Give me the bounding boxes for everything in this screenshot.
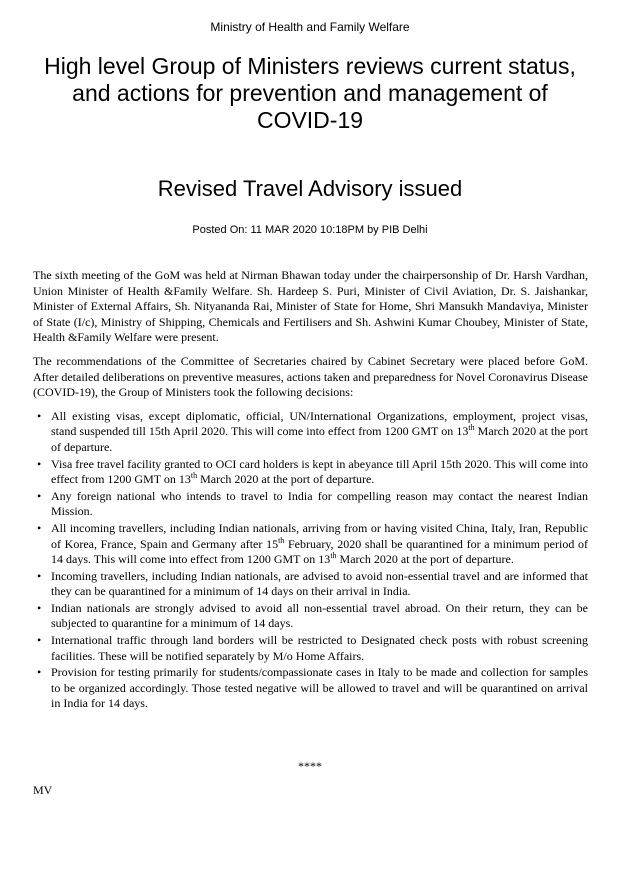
press-release-subheadline: Revised Travel Advisory issued [157, 176, 463, 201]
paragraph-meeting: The sixth meeting of the GoM was held at Nirman Bhawan today under the chairpersonship of Dr. Harsh Vardhan, Union Minister of Health &Family Welfare. Sh. Hardeep S. Puri, Minister of Civil Aviation, Dr. S. Jaishankar, Minister of External Affairs, Sh. Nityananda Rai, Minister of State for Home, Shri Mansukh Mandaviya, Minister of State (I/c), Ministry of Shipping, Chemicals and Fertilisers and Sh. Ashwini Kumar Choubey, Minister of State, Health &Family Welfare were present. [33, 268, 588, 345]
bullet-icon: • [37, 568, 42, 583]
bullet-icon: • [37, 665, 42, 680]
list-item-oci: • Visa free travel facility granted to OCI card holders is kept in abeyance till April 15th 2020. This will come into effect from 1200 GMT on 13th March 2020 at the port of departure. [37, 456, 588, 487]
ministry-header: Ministry of Health and Family Welfare [210, 20, 410, 34]
list-item-land-borders: • International traffic through land borders will be restricted to Designated check posts with robust screening facilities. These will be notified separately by M/o Home Affairs. [37, 633, 588, 663]
list-item-incoming-travellers: • Incoming travellers, including Indian nationals, are advised to avoid non-essential travel and are informed that they can be quarantined for a minimum of 14 days on their arrival in India. [37, 568, 588, 599]
bullet-icon: • [37, 520, 42, 535]
press-release-headline: High level Group of Ministers reviews current status, and actions for prevention and management of COVID-19 [44, 53, 576, 133]
list-item-visas: • All existing visas, except diplomatic, official, UN/International Organizations, employment, project visas, stand suspended till 15th April 2020. This will come into effect from 1200 GMT on 13th March 2020 at the port of departure. [37, 408, 589, 454]
list-item-quarantine-arrivals: • All incoming travellers, including Indian nationals, arriving from or having visited China, Italy, Iran, Republic of Korea, France, Spain and Germany after 15th February, 2020 shall be quarantined for a minimum period of 14 days. This will come into effect from 1200 GMT on 13th March 2020 at the port of departure. [37, 520, 589, 567]
bullet-icon: • [37, 408, 42, 423]
decisions-list [33, 409, 588, 712]
list-item-testing-italy: • Provision for testing primarily for students/compassionate cases in Italy to be made and collection for samples to be organized accordingly. Those tested negative will be allowed to travel and will be quarantined on arrival in India for 14 days. [37, 665, 588, 711]
author-initials: MV [33, 783, 53, 797]
release-body [33, 268, 588, 713]
bullet-icon: • [37, 633, 42, 648]
bullet-icon: • [37, 600, 42, 615]
paragraph-recommendations: The recommendations of the Committee of Secretaries chaired by Cabinet Secretary were placed before GoM. After detailed deliberations on preventive measures, actions taken and preparedness for Novel Coronavirus Disease (COVID-19), the Group of Ministers took the following decisions: [33, 353, 588, 400]
list-item-foreign-national: • Any foreign national who intends to travel to India for compelling reason may contact the nearest Indian Mission. [37, 488, 588, 519]
end-separator: **** [298, 759, 322, 773]
posted-on-line: Posted On: 11 MAR 2020 10:18PM by PIB Delhi [192, 224, 428, 236]
bullet-icon: • [37, 456, 42, 471]
bullet-icon: • [37, 488, 42, 503]
list-item-indian-nationals: • Indian nationals are strongly advised to avoid all non-essential travel abroad. On their return, they can be subjected to quarantine for a minimum of 14 days. [37, 600, 588, 631]
